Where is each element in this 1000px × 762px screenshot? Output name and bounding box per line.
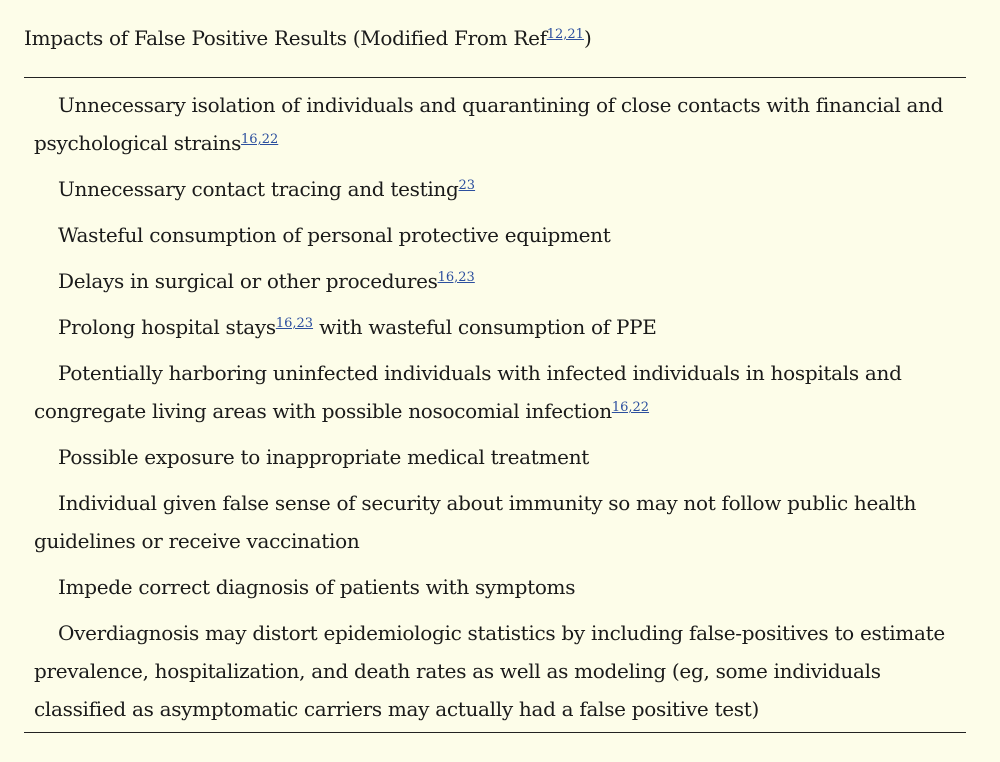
reference-link[interactable]: 16,22 bbox=[611, 400, 650, 415]
reference-link[interactable]: 23 bbox=[458, 178, 476, 193]
caption-close-paren: ) bbox=[583, 26, 592, 50]
table-top-rule bbox=[24, 77, 966, 78]
table-row bbox=[34, 354, 964, 430]
table-row bbox=[34, 216, 964, 254]
reference-link[interactable]: 16,22 bbox=[241, 132, 279, 147]
reference-link[interactable]: 16,23 bbox=[437, 270, 475, 285]
row-text: Wasteful consumption of personal protective equipment bbox=[58, 223, 611, 247]
row-text: Potentially harboring uninfected individuals with infected individuals in hospitals and congregate living areas with possible nosocomial infection bbox=[34, 361, 902, 423]
row-text: Individual given false sense of security about immunity so may not follow public health guidelines or receive vaccination bbox=[34, 491, 917, 553]
table-caption bbox=[24, 22, 591, 54]
table-row bbox=[34, 438, 964, 476]
caption-text: Impacts of False Positive Results (Modified From Ref bbox=[24, 26, 547, 50]
row-text: Delays in surgical or other procedures bbox=[58, 269, 438, 293]
reference-link[interactable]: 16,23 bbox=[275, 316, 314, 331]
table-row bbox=[34, 86, 964, 162]
row-text: Prolong hospital stays bbox=[58, 315, 276, 339]
table-bottom-rule bbox=[24, 732, 966, 733]
row-text: Overdiagnosis may distort epidemiologic statistics by including false-positives to estimate prevalence, hospitalization, and death rates as well as modeling (eg, some individuals classified as asymptomatic carriers may actually had a false positive test) bbox=[34, 621, 945, 721]
row-text: Unnecessary isolation of individuals and quarantining of close contacts with financial and psychological strains bbox=[34, 93, 944, 155]
caption-reference-link[interactable]: 12,21 bbox=[546, 27, 584, 42]
table-row bbox=[34, 262, 964, 300]
row-text: Impede correct diagnosis of patients with symptoms bbox=[58, 575, 576, 599]
row-text: Possible exposure to inappropriate medical treatment bbox=[58, 445, 590, 469]
table-row bbox=[34, 308, 964, 346]
table-row bbox=[34, 170, 964, 208]
table-body bbox=[34, 86, 964, 728]
table-row bbox=[34, 568, 964, 606]
row-text: Unnecessary contact tracing and testing bbox=[58, 177, 459, 201]
table-row bbox=[34, 614, 964, 728]
row-text-continued: with wasteful consumption of PPE bbox=[313, 315, 657, 339]
table-row bbox=[34, 484, 964, 560]
